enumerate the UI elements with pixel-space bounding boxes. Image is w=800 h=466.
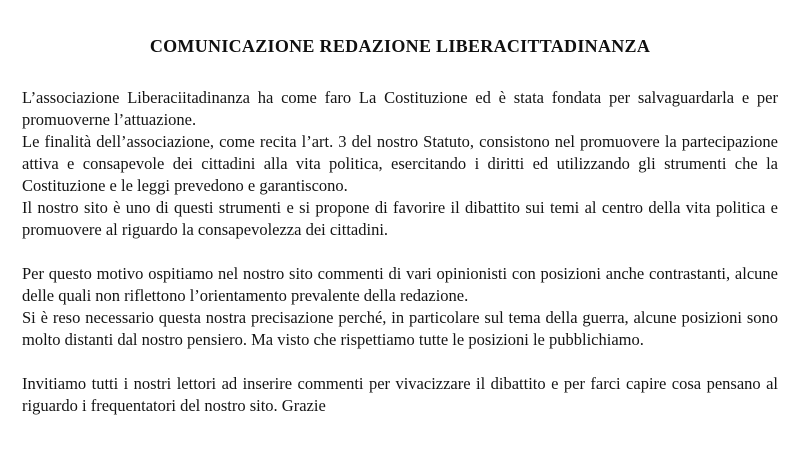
- paragraph-block-intro: [22, 87, 778, 241]
- paragraph: Il nostro sito è uno di questi strumenti e si propone di favorire il dibattito sui temi al centro della vita politica e promuovere al riguardo la consapevolezza dei cittadini.: [22, 198, 778, 239]
- paragraph: Le finalità dell’associazione, come recita l’art. 3 del nostro Statuto, consistono nel promuovere la partecipazione attiva e consapevole dei cittadini alla vita politica, esercitando i diritti ed utilizzando gli strumenti che la Costituzione e le leggi prevedono e garantiscono.: [22, 132, 778, 195]
- document-body: [22, 87, 778, 417]
- paragraph-block-precisazione: [22, 263, 778, 351]
- document-title: COMUNICAZIONE REDAZIONE LIBERACITTADINANZA: [149, 36, 651, 56]
- paragraph: Si è reso necessario questa nostra precisazione perché, in particolare sul tema della guerra, alcune posizioni sono molto distanti dal nostro pensiero. Ma visto che rispettiamo tutte le posizioni le pubblichiamo.: [22, 308, 778, 349]
- paragraph: Per questo motivo ospitiamo nel nostro sito commenti di vari opinionisti con posizioni anche contrastanti, alcune delle quali non riflettono l’orientamento prevalente della redazione.: [22, 264, 778, 305]
- paragraph: Invitiamo tutti i nostri lettori ad inserire commenti per vivacizzare il dibattito e per farci capire cosa pensano al riguardo i frequentatori del nostro sito. Grazie: [22, 374, 778, 415]
- paragraph-block-invito: [22, 373, 778, 417]
- paragraph: L’associazione Liberaciitadinanza ha come faro La Costituzione ed è stata fondata per salvaguardarla e per promuoverne l’attuazione.: [22, 88, 778, 129]
